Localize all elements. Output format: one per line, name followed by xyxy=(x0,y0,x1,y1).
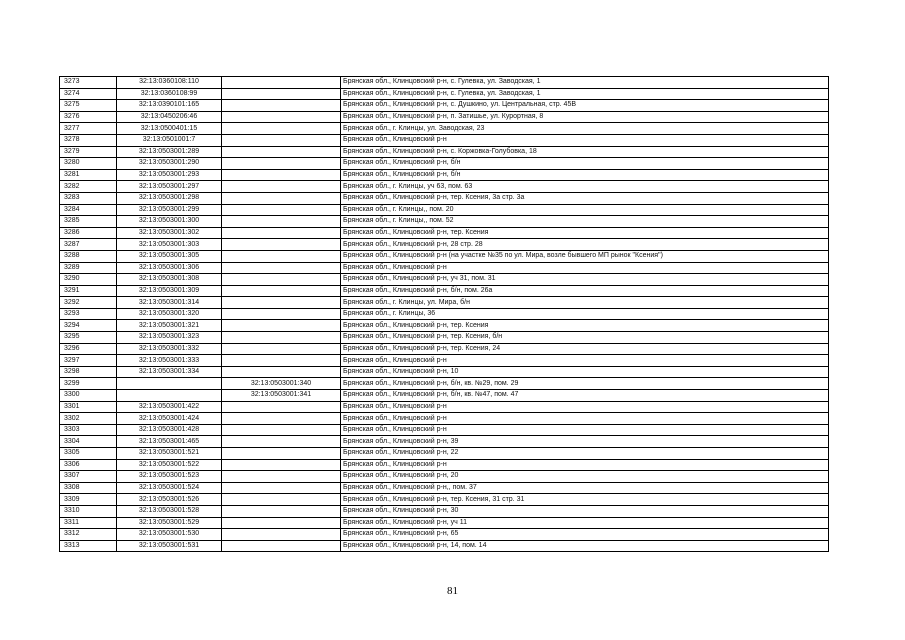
address-cell: Брянская обл., Клинцовский р-н xyxy=(341,262,829,274)
cadastral-number-cell xyxy=(117,378,222,390)
secondary-cadastral-number-cell xyxy=(222,204,341,216)
table-row xyxy=(60,216,829,228)
table-row xyxy=(60,146,829,158)
row-number-cell: 3311 xyxy=(60,517,117,529)
secondary-cadastral-number-cell xyxy=(222,366,341,378)
table-row xyxy=(60,413,829,425)
page-number: 81 xyxy=(447,585,458,597)
secondary-cadastral-number-cell xyxy=(222,111,341,123)
cadastral-number-cell xyxy=(117,390,222,402)
secondary-cadastral-number-cell xyxy=(222,88,341,100)
table-row xyxy=(60,111,829,123)
row-number-cell: 3286 xyxy=(60,227,117,239)
row-number-cell: 3301 xyxy=(60,401,117,413)
secondary-cadastral-number-cell xyxy=(222,459,341,471)
table-row xyxy=(60,505,829,517)
address-cell: Брянская обл., Клинцовский р-н, 28 стр. 28 xyxy=(341,239,829,251)
table-row xyxy=(60,401,829,413)
address-cell: Брянская обл., Клинцовский р-н xyxy=(341,355,829,367)
address-cell: Брянская обл., Клинцовский р-н, с. Гулевка, ул. Заводская, 1 xyxy=(341,77,829,89)
address-cell: Брянская обл., Клинцовский р-н xyxy=(341,413,829,425)
row-number-cell: 3275 xyxy=(60,100,117,112)
address-cell: Брянская обл., г. Клинцы, ул. Заводская, 23 xyxy=(341,123,829,135)
table-row xyxy=(60,77,829,89)
registry-table-body xyxy=(60,77,829,552)
table-row xyxy=(60,285,829,297)
secondary-cadastral-number-cell xyxy=(222,471,341,483)
cadastral-number-cell: 32:13:0503001:524 xyxy=(117,482,222,494)
secondary-cadastral-number-cell xyxy=(222,134,341,146)
table-row xyxy=(60,471,829,483)
cadastral-number-cell: 32:13:0503001:306 xyxy=(117,262,222,274)
secondary-cadastral-number-cell xyxy=(222,192,341,204)
table-row xyxy=(60,181,829,193)
row-number-cell: 3313 xyxy=(60,540,117,552)
table-row xyxy=(60,436,829,448)
row-number-cell: 3276 xyxy=(60,111,117,123)
cadastral-number-cell: 32:13:0503001:293 xyxy=(117,169,222,181)
secondary-cadastral-number-cell xyxy=(222,285,341,297)
secondary-cadastral-number-cell xyxy=(222,100,341,112)
secondary-cadastral-number-cell xyxy=(222,494,341,506)
secondary-cadastral-number-cell xyxy=(222,320,341,332)
address-cell: Брянская обл., Клинцовский р-н, с. Гулевка, ул. Заводская, 1 xyxy=(341,88,829,100)
cadastral-number-cell: 32:13:0503001:299 xyxy=(117,204,222,216)
secondary-cadastral-number-cell xyxy=(222,227,341,239)
address-cell: Брянская обл., г. Клинцы,, пом. 20 xyxy=(341,204,829,216)
row-number-cell: 3280 xyxy=(60,158,117,170)
address-cell: Брянская обл., Клинцовский р-н xyxy=(341,401,829,413)
table-row xyxy=(60,482,829,494)
address-cell: Брянская обл., Клинцовский р-н, уч 11 xyxy=(341,517,829,529)
address-cell: Брянская обл., Клинцовский р-н, 30 xyxy=(341,505,829,517)
cadastral-number-cell: 32:13:0503001:290 xyxy=(117,158,222,170)
cadastral-number-cell: 32:13:0500401:15 xyxy=(117,123,222,135)
address-cell: Брянская обл., Клинцовский р-н, 22 xyxy=(341,448,829,460)
address-cell: Брянская обл., Клинцовский р-н xyxy=(341,424,829,436)
secondary-cadastral-number-cell xyxy=(222,169,341,181)
table-row xyxy=(60,274,829,286)
secondary-cadastral-number-cell xyxy=(222,343,341,355)
table-row xyxy=(60,517,829,529)
row-number-cell: 3308 xyxy=(60,482,117,494)
secondary-cadastral-number-cell xyxy=(222,250,341,262)
cadastral-number-cell: 32:13:0503001:521 xyxy=(117,448,222,460)
row-number-cell: 3305 xyxy=(60,448,117,460)
cadastral-number-cell: 32:13:0360108:99 xyxy=(117,88,222,100)
secondary-cadastral-number-cell xyxy=(222,308,341,320)
row-number-cell: 3309 xyxy=(60,494,117,506)
table-row xyxy=(60,424,829,436)
secondary-cadastral-number-cell: 32:13:0503001:340 xyxy=(222,378,341,390)
cadastral-number-cell: 32:13:0503001:528 xyxy=(117,505,222,517)
table-row xyxy=(60,262,829,274)
address-cell: Брянская обл., Клинцовский р-н, 65 xyxy=(341,529,829,541)
table-row xyxy=(60,308,829,320)
address-cell: Брянская обл., г. Клинцы, уч 63, пом. 63 xyxy=(341,181,829,193)
table-row xyxy=(60,227,829,239)
table-row xyxy=(60,459,829,471)
table-row xyxy=(60,169,829,181)
cadastral-number-cell: 32:13:0503001:526 xyxy=(117,494,222,506)
address-cell: Брянская обл., г. Клинцы, 36 xyxy=(341,308,829,320)
address-cell: Брянская обл., Клинцовский р-н, 20 xyxy=(341,471,829,483)
cadastral-number-cell: 32:13:0503001:522 xyxy=(117,459,222,471)
cadastral-number-cell: 32:13:0503001:523 xyxy=(117,471,222,483)
table-row xyxy=(60,192,829,204)
table-row xyxy=(60,250,829,262)
address-cell: Брянская обл., Клинцовский р-н, б/н, кв. №47, пом. 47 xyxy=(341,390,829,402)
table-row xyxy=(60,320,829,332)
secondary-cadastral-number-cell xyxy=(222,448,341,460)
row-number-cell: 3284 xyxy=(60,204,117,216)
secondary-cadastral-number-cell xyxy=(222,262,341,274)
row-number-cell: 3291 xyxy=(60,285,117,297)
row-number-cell: 3300 xyxy=(60,390,117,402)
secondary-cadastral-number-cell xyxy=(222,424,341,436)
secondary-cadastral-number-cell xyxy=(222,355,341,367)
row-number-cell: 3274 xyxy=(60,88,117,100)
cadastral-number-cell: 32:13:0503001:302 xyxy=(117,227,222,239)
row-number-cell: 3281 xyxy=(60,169,117,181)
table-row xyxy=(60,239,829,251)
secondary-cadastral-number-cell xyxy=(222,274,341,286)
row-number-cell: 3277 xyxy=(60,123,117,135)
table-row xyxy=(60,297,829,309)
table-row xyxy=(60,158,829,170)
cadastral-number-cell: 32:13:0390101:165 xyxy=(117,100,222,112)
address-cell: Брянская обл., Клинцовский р-н, тер. Ксения, 3а стр. 3а xyxy=(341,192,829,204)
cadastral-number-cell: 32:13:0450206:46 xyxy=(117,111,222,123)
table-row xyxy=(60,529,829,541)
cadastral-number-cell: 32:13:0360108:110 xyxy=(117,77,222,89)
address-cell: Брянская обл., Клинцовский р-н xyxy=(341,134,829,146)
row-number-cell: 3312 xyxy=(60,529,117,541)
row-number-cell: 3273 xyxy=(60,77,117,89)
cadastral-number-cell: 32:13:0503001:323 xyxy=(117,332,222,344)
secondary-cadastral-number-cell xyxy=(222,297,341,309)
address-cell: Брянская обл., Клинцовский р-н, с. Душкино, ул. Центральная, стр. 45В xyxy=(341,100,829,112)
secondary-cadastral-number-cell xyxy=(222,401,341,413)
registry-table xyxy=(59,76,829,552)
address-cell: Брянская обл., Клинцовский р-н, тер. Ксения, б/н xyxy=(341,332,829,344)
address-cell: Брянская обл., Клинцовский р-н, тер. Ксения, 24 xyxy=(341,343,829,355)
address-cell: Брянская обл., Клинцовский р-н, 10 xyxy=(341,366,829,378)
row-number-cell: 3279 xyxy=(60,146,117,158)
row-number-cell: 3293 xyxy=(60,308,117,320)
secondary-cadastral-number-cell xyxy=(222,181,341,193)
table-row xyxy=(60,390,829,402)
address-cell: Брянская обл., г. Клинцы,, пом. 52 xyxy=(341,216,829,228)
address-cell: Брянская обл., Клинцовский р-н xyxy=(341,459,829,471)
table-row xyxy=(60,494,829,506)
cadastral-number-cell: 32:13:0503001:333 xyxy=(117,355,222,367)
secondary-cadastral-number-cell xyxy=(222,436,341,448)
table-row xyxy=(60,123,829,135)
row-number-cell: 3294 xyxy=(60,320,117,332)
address-cell: Брянская обл., Клинцовский р-н, 14, пом. 14 xyxy=(341,540,829,552)
secondary-cadastral-number-cell xyxy=(222,529,341,541)
row-number-cell: 3304 xyxy=(60,436,117,448)
cadastral-number-cell: 32:13:0503001:289 xyxy=(117,146,222,158)
cadastral-number-cell: 32:13:0503001:530 xyxy=(117,529,222,541)
row-number-cell: 3287 xyxy=(60,239,117,251)
address-cell: Брянская обл., Клинцовский р-н, б/н xyxy=(341,158,829,170)
row-number-cell: 3298 xyxy=(60,366,117,378)
row-number-cell: 3303 xyxy=(60,424,117,436)
cadastral-number-cell: 32:13:0503001:298 xyxy=(117,192,222,204)
address-cell: Брянская обл., Клинцовский р-н, п. Затишье, ул. Курортная, 8 xyxy=(341,111,829,123)
cadastral-number-cell: 32:13:0503001:297 xyxy=(117,181,222,193)
cadastral-number-cell: 32:13:0503001:529 xyxy=(117,517,222,529)
cadastral-number-cell: 32:13:0503001:305 xyxy=(117,250,222,262)
row-number-cell: 3302 xyxy=(60,413,117,425)
address-cell: Брянская обл., Клинцовский р-н, уч 31, пом. 31 xyxy=(341,274,829,286)
address-cell: Брянская обл., г. Клинцы, ул. Мира, б/н xyxy=(341,297,829,309)
cadastral-number-cell: 32:13:0503001:531 xyxy=(117,540,222,552)
cadastral-number-cell: 32:13:0501001:7 xyxy=(117,134,222,146)
cadastral-number-cell: 32:13:0503001:300 xyxy=(117,216,222,228)
row-number-cell: 3285 xyxy=(60,216,117,228)
cadastral-number-cell: 32:13:0503001:320 xyxy=(117,308,222,320)
secondary-cadastral-number-cell: 32:13:0503001:341 xyxy=(222,390,341,402)
address-cell: Брянская обл., Клинцовский р-н,, пом. 37 xyxy=(341,482,829,494)
row-number-cell: 3310 xyxy=(60,505,117,517)
address-cell: Брянская обл., Клинцовский р-н, тер. Ксения xyxy=(341,320,829,332)
secondary-cadastral-number-cell xyxy=(222,216,341,228)
secondary-cadastral-number-cell xyxy=(222,540,341,552)
address-cell: Брянская обл., Клинцовский р-н, тер. Ксения, 31 стр. 31 xyxy=(341,494,829,506)
row-number-cell: 3307 xyxy=(60,471,117,483)
secondary-cadastral-number-cell xyxy=(222,482,341,494)
row-number-cell: 3283 xyxy=(60,192,117,204)
address-cell: Брянская обл., Клинцовский р-н, 39 xyxy=(341,436,829,448)
row-number-cell: 3297 xyxy=(60,355,117,367)
secondary-cadastral-number-cell xyxy=(222,413,341,425)
cadastral-number-cell: 32:13:0503001:303 xyxy=(117,239,222,251)
cadastral-number-cell: 32:13:0503001:308 xyxy=(117,274,222,286)
cadastral-number-cell: 32:13:0503001:321 xyxy=(117,320,222,332)
row-number-cell: 3299 xyxy=(60,378,117,390)
row-number-cell: 3296 xyxy=(60,343,117,355)
secondary-cadastral-number-cell xyxy=(222,239,341,251)
address-cell: Брянская обл., Клинцовский р-н, б/н, пом. 26а xyxy=(341,285,829,297)
table-row xyxy=(60,343,829,355)
row-number-cell: 3278 xyxy=(60,134,117,146)
cadastral-number-cell: 32:13:0503001:422 xyxy=(117,401,222,413)
secondary-cadastral-number-cell xyxy=(222,77,341,89)
secondary-cadastral-number-cell xyxy=(222,332,341,344)
cadastral-number-cell: 32:13:0503001:424 xyxy=(117,413,222,425)
secondary-cadastral-number-cell xyxy=(222,158,341,170)
cadastral-number-cell: 32:13:0503001:332 xyxy=(117,343,222,355)
table-row xyxy=(60,204,829,216)
table-row xyxy=(60,355,829,367)
secondary-cadastral-number-cell xyxy=(222,146,341,158)
table-row xyxy=(60,366,829,378)
cadastral-number-cell: 32:13:0503001:309 xyxy=(117,285,222,297)
address-cell: Брянская обл., Клинцовский р-н, тер. Ксения xyxy=(341,227,829,239)
address-cell: Брянская обл., Клинцовский р-н (на участке №35 по ул. Мира, возле бывшего МП рынок "Ксения") xyxy=(341,250,829,262)
table-row xyxy=(60,100,829,112)
table-row xyxy=(60,88,829,100)
row-number-cell: 3292 xyxy=(60,297,117,309)
table-row xyxy=(60,134,829,146)
row-number-cell: 3289 xyxy=(60,262,117,274)
row-number-cell: 3295 xyxy=(60,332,117,344)
secondary-cadastral-number-cell xyxy=(222,505,341,517)
table-row xyxy=(60,332,829,344)
address-cell: Брянская обл., Клинцовский р-н, б/н xyxy=(341,169,829,181)
table-row xyxy=(60,540,829,552)
table-row xyxy=(60,448,829,460)
row-number-cell: 3288 xyxy=(60,250,117,262)
cadastral-number-cell: 32:13:0503001:428 xyxy=(117,424,222,436)
address-cell: Брянская обл., Клинцовский р-н, б/н, кв. №29, пом. 29 xyxy=(341,378,829,390)
cadastral-number-cell: 32:13:0503001:334 xyxy=(117,366,222,378)
table-row xyxy=(60,378,829,390)
row-number-cell: 3282 xyxy=(60,181,117,193)
secondary-cadastral-number-cell xyxy=(222,123,341,135)
secondary-cadastral-number-cell xyxy=(222,517,341,529)
row-number-cell: 3306 xyxy=(60,459,117,471)
cadastral-number-cell: 32:13:0503001:314 xyxy=(117,297,222,309)
cadastral-number-cell: 32:13:0503001:465 xyxy=(117,436,222,448)
row-number-cell: 3290 xyxy=(60,274,117,286)
address-cell: Брянская обл., Клинцовский р-н, с. Коржовка-Голубовка, 18 xyxy=(341,146,829,158)
